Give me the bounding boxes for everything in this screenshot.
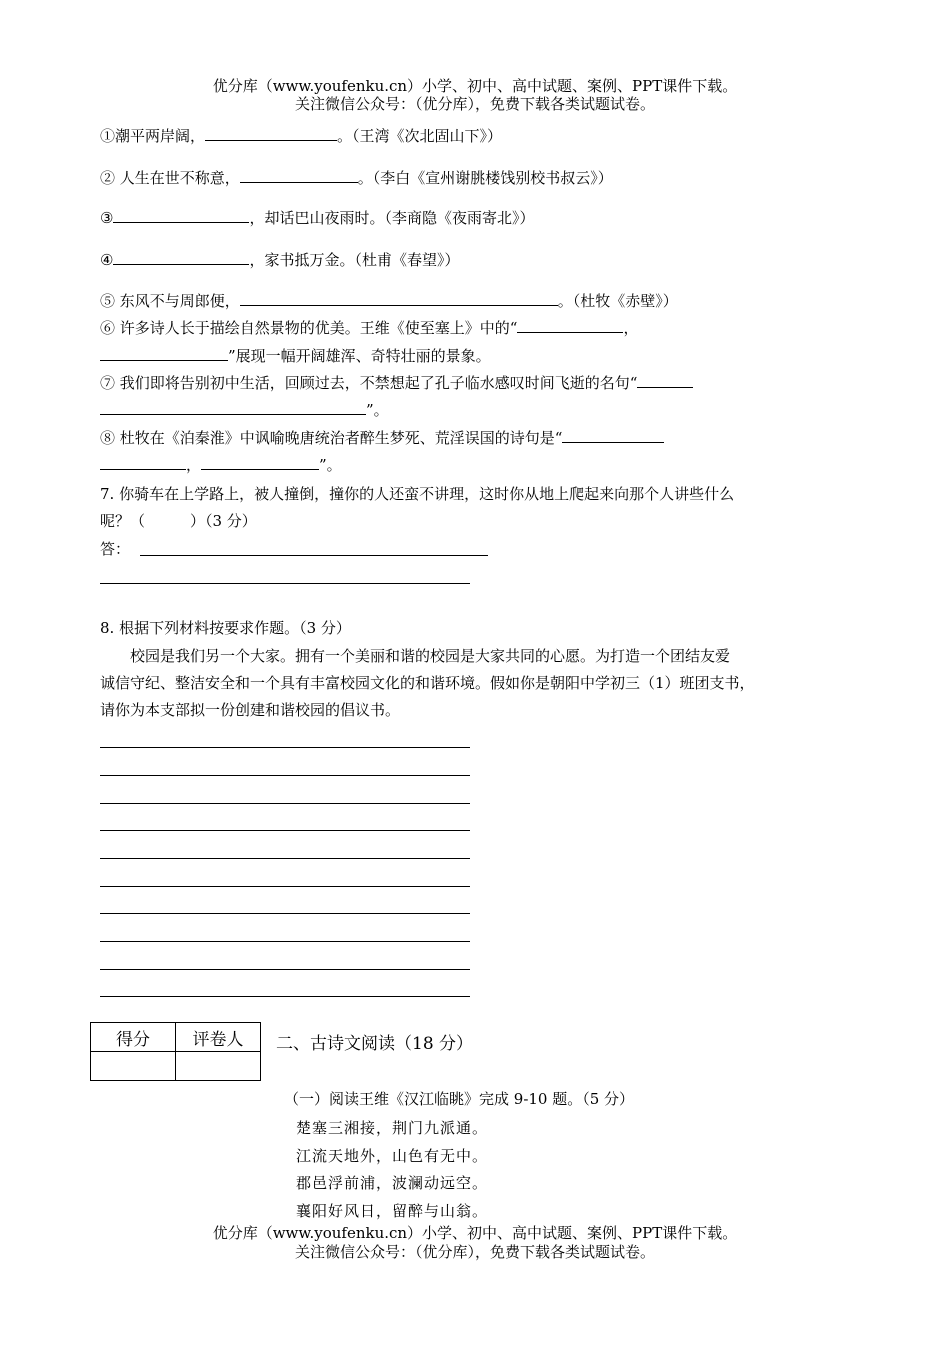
poem-line: 郡邑浮前浦，波澜动远空。 [296, 1174, 489, 1192]
fill-question-3 [100, 208, 534, 228]
q5-prefix: ⑤ 东风不与周郎便， [100, 292, 240, 310]
section2-subtitle: （一）阅读王维《汉江临眺》完成 9-10 题。（5 分） [284, 1090, 635, 1108]
page-footer-line1: 优分库（www.youfenku.cn）小学、初中、高中试题、案例、PPT课件下载。 [212, 1224, 738, 1242]
writing-line[interactable] [100, 886, 470, 887]
score-header: 得分 [91, 1023, 176, 1052]
q8-suffix: ”。 [319, 456, 342, 474]
writing-line[interactable] [100, 941, 470, 942]
q8-blank-3[interactable] [201, 455, 319, 470]
section2-title: 二、古诗文阅读（18 分） [276, 1034, 474, 1054]
q2-suffix: 。（李白《宣州谢朓楼饯别校书叔云》） [357, 169, 613, 187]
q1-blank[interactable] [205, 126, 337, 141]
fill-question-5 [100, 291, 678, 311]
fill-question-6-line1 [100, 318, 638, 338]
score-table [90, 1022, 261, 1081]
q7-suffix: ”。 [366, 401, 389, 419]
question7-line1: 7. 你骑车在上学路上，被人撞倒，撞你的人还蛮不讲理，这时你从地上爬起来向那个人讲些什么 [100, 485, 735, 503]
writing-line[interactable] [100, 830, 470, 831]
q4-blank[interactable] [113, 250, 249, 265]
fill-question-8-line2 [100, 455, 342, 475]
grader-header: 评卷人 [176, 1023, 261, 1052]
q7-prefix: ⑦ 我们即将告别初中生活，回顾过去，不禁想起了孔子临水感叹时间飞逝的名句“ [100, 374, 638, 392]
poem-line: 江流天地外，山色有无中。 [296, 1147, 489, 1165]
writing-line[interactable] [100, 913, 470, 914]
q8-blank-1[interactable] [562, 428, 664, 443]
writing-line[interactable] [100, 803, 470, 804]
fill-question-2 [100, 168, 613, 188]
q7-blank-1[interactable] [637, 373, 693, 388]
question8-title: 8. 根据下列材料按要求作题。（3 分） [100, 619, 351, 637]
score-cell[interactable] [91, 1052, 176, 1081]
q8-comma: ， [186, 456, 202, 474]
question7-answer-label: 答： [100, 540, 131, 558]
answer-line[interactable] [140, 555, 488, 556]
page-header-line2: 关注微信公众号：（优分库），免费下载各类试题试卷。 [294, 95, 655, 113]
page-footer-line2: 关注微信公众号：（优分库），免费下载各类试题试卷。 [294, 1243, 655, 1261]
q3-prefix: ③ [100, 209, 114, 227]
q1-suffix: 。（王湾《次北固山下》） [337, 127, 503, 145]
question7-line2: 呢？（ ）（3 分） [100, 512, 257, 530]
q1-prefix: ①潮平两岸阔， [100, 127, 206, 145]
q4-prefix: ④ [100, 251, 114, 269]
q6-suffix: ”展现一幅开阔雄浑、奇特壮丽的景象。 [228, 347, 491, 365]
writing-line[interactable] [100, 996, 470, 997]
q2-blank[interactable] [240, 168, 358, 183]
fill-question-7-line2 [100, 400, 389, 420]
writing-line[interactable] [100, 858, 470, 859]
fill-question-4 [100, 250, 459, 270]
q6-prefix: ⑥ 许多诗人长于描绘自然景物的优美。王维《使至塞上》中的“ [100, 319, 518, 337]
q8-prefix: ⑧ 杜牧在《泊秦淮》中讽喻晚唐统治者醉生梦死、荒淫误国的诗句是“ [100, 429, 563, 447]
q7-blank-2[interactable] [100, 400, 366, 415]
q2-prefix: ② 人生在世不称意， [100, 169, 240, 187]
q6-blank-1[interactable] [517, 318, 623, 333]
q6-comma: ， [623, 319, 639, 337]
grader-cell[interactable] [176, 1052, 261, 1081]
question8-para-line2: 诚信守纪、整洁安全和一个具有丰富校园文化的和谐环境。假如你是朝阳中学初三（1）班团支书， [100, 674, 755, 692]
page-header-line1: 优分库（www.youfenku.cn）小学、初中、高中试题、案例、PPT课件下载。 [212, 77, 738, 95]
answer-line[interactable] [100, 583, 470, 584]
q3-suffix: ，却话巴山夜雨时。（李商隐《夜雨寄北》） [249, 209, 535, 227]
q5-suffix: 。（杜牧《赤壁》） [557, 292, 678, 310]
poem-line: 襄阳好风日，留醉与山翁。 [296, 1202, 489, 1220]
q8-blank-2[interactable] [100, 455, 186, 470]
question8-para-line3: 请你为本支部拟一份创建和谐校园的倡议书。 [100, 701, 401, 719]
fill-question-7-line1 [100, 373, 693, 393]
writing-line[interactable] [100, 747, 470, 748]
q5-blank[interactable] [240, 291, 558, 306]
fill-question-1 [100, 126, 502, 146]
q3-blank[interactable] [113, 208, 249, 223]
question8-para-line1: 校园是我们另一个大家。拥有一个美丽和谐的校园是大家共同的心愿。为打造一个团结友爱 [130, 647, 731, 665]
q4-suffix: ，家书抵万金。（杜甫《春望》） [249, 251, 460, 269]
poem-line: 楚塞三湘接，荆门九派通。 [296, 1119, 489, 1137]
fill-question-6-line2 [100, 346, 491, 366]
fill-question-8-line1 [100, 428, 664, 448]
writing-line[interactable] [100, 969, 470, 970]
q6-blank-2[interactable] [100, 346, 228, 361]
writing-line[interactable] [100, 775, 470, 776]
